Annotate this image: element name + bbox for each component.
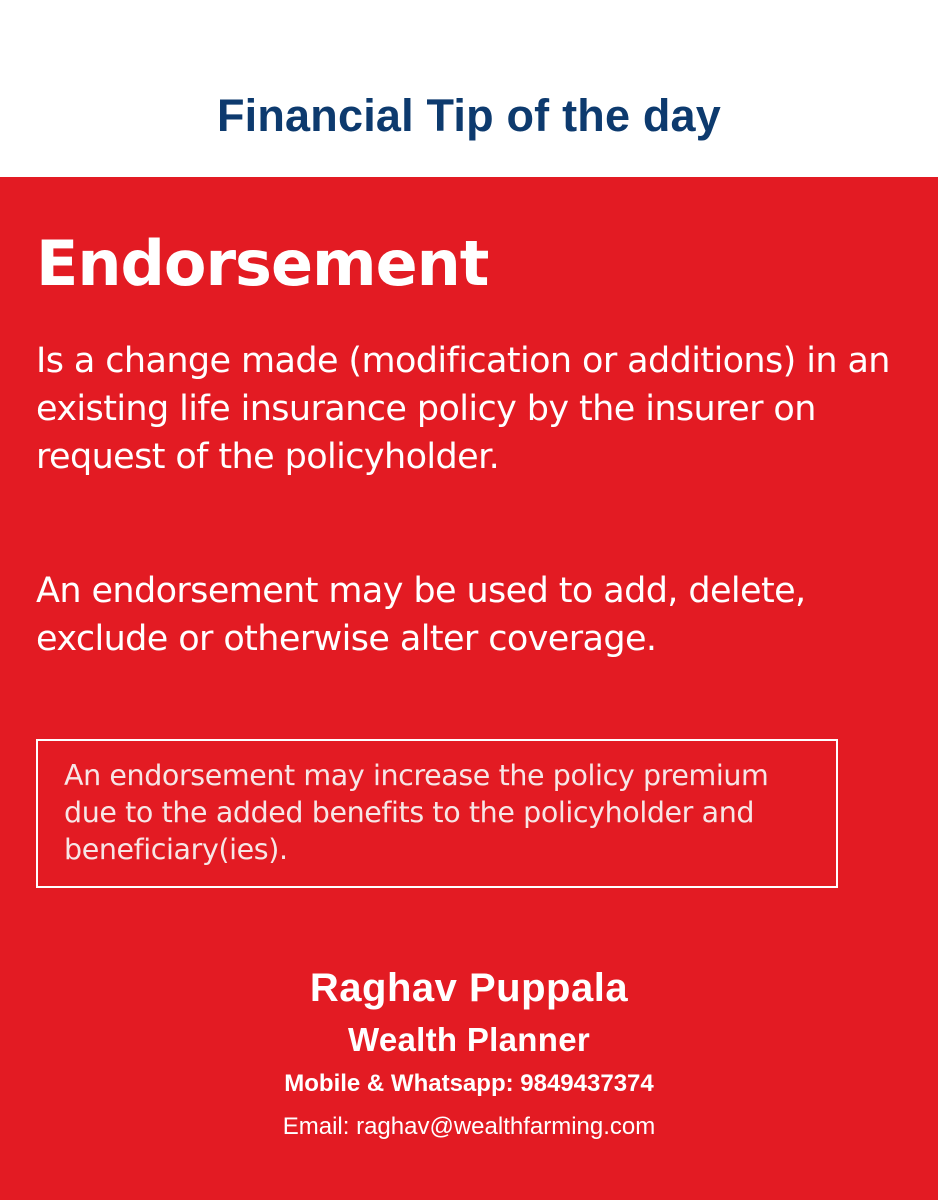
tip-definition: Is a change made (modification or additions) in an existing life insurance policy by the insurer on request of the policyholder. <box>36 341 890 477</box>
contact-name: Raghav Puppala <box>309 966 629 1010</box>
tip-note: An endorsement may increase the policy premium due to the added benefits to the policyholder and beneficiary(ies). <box>64 759 769 866</box>
tip-term: Endorsement <box>36 227 489 300</box>
tip-note-box <box>36 739 838 888</box>
contact-email: Email: raghav@wealthfarming.com <box>282 1113 656 1140</box>
tip-panel <box>0 177 938 1200</box>
header <box>0 0 938 177</box>
contact-phone: Mobile & Whatsapp: 9849437374 <box>284 1070 654 1097</box>
header-title: Financial Tip of the day <box>216 90 722 141</box>
contact-block <box>0 962 938 1144</box>
tip-usage: An endorsement may be used to add, delete, exclude or otherwise alter coverage. <box>36 571 806 659</box>
contact-role: Wealth Planner <box>348 1021 590 1058</box>
